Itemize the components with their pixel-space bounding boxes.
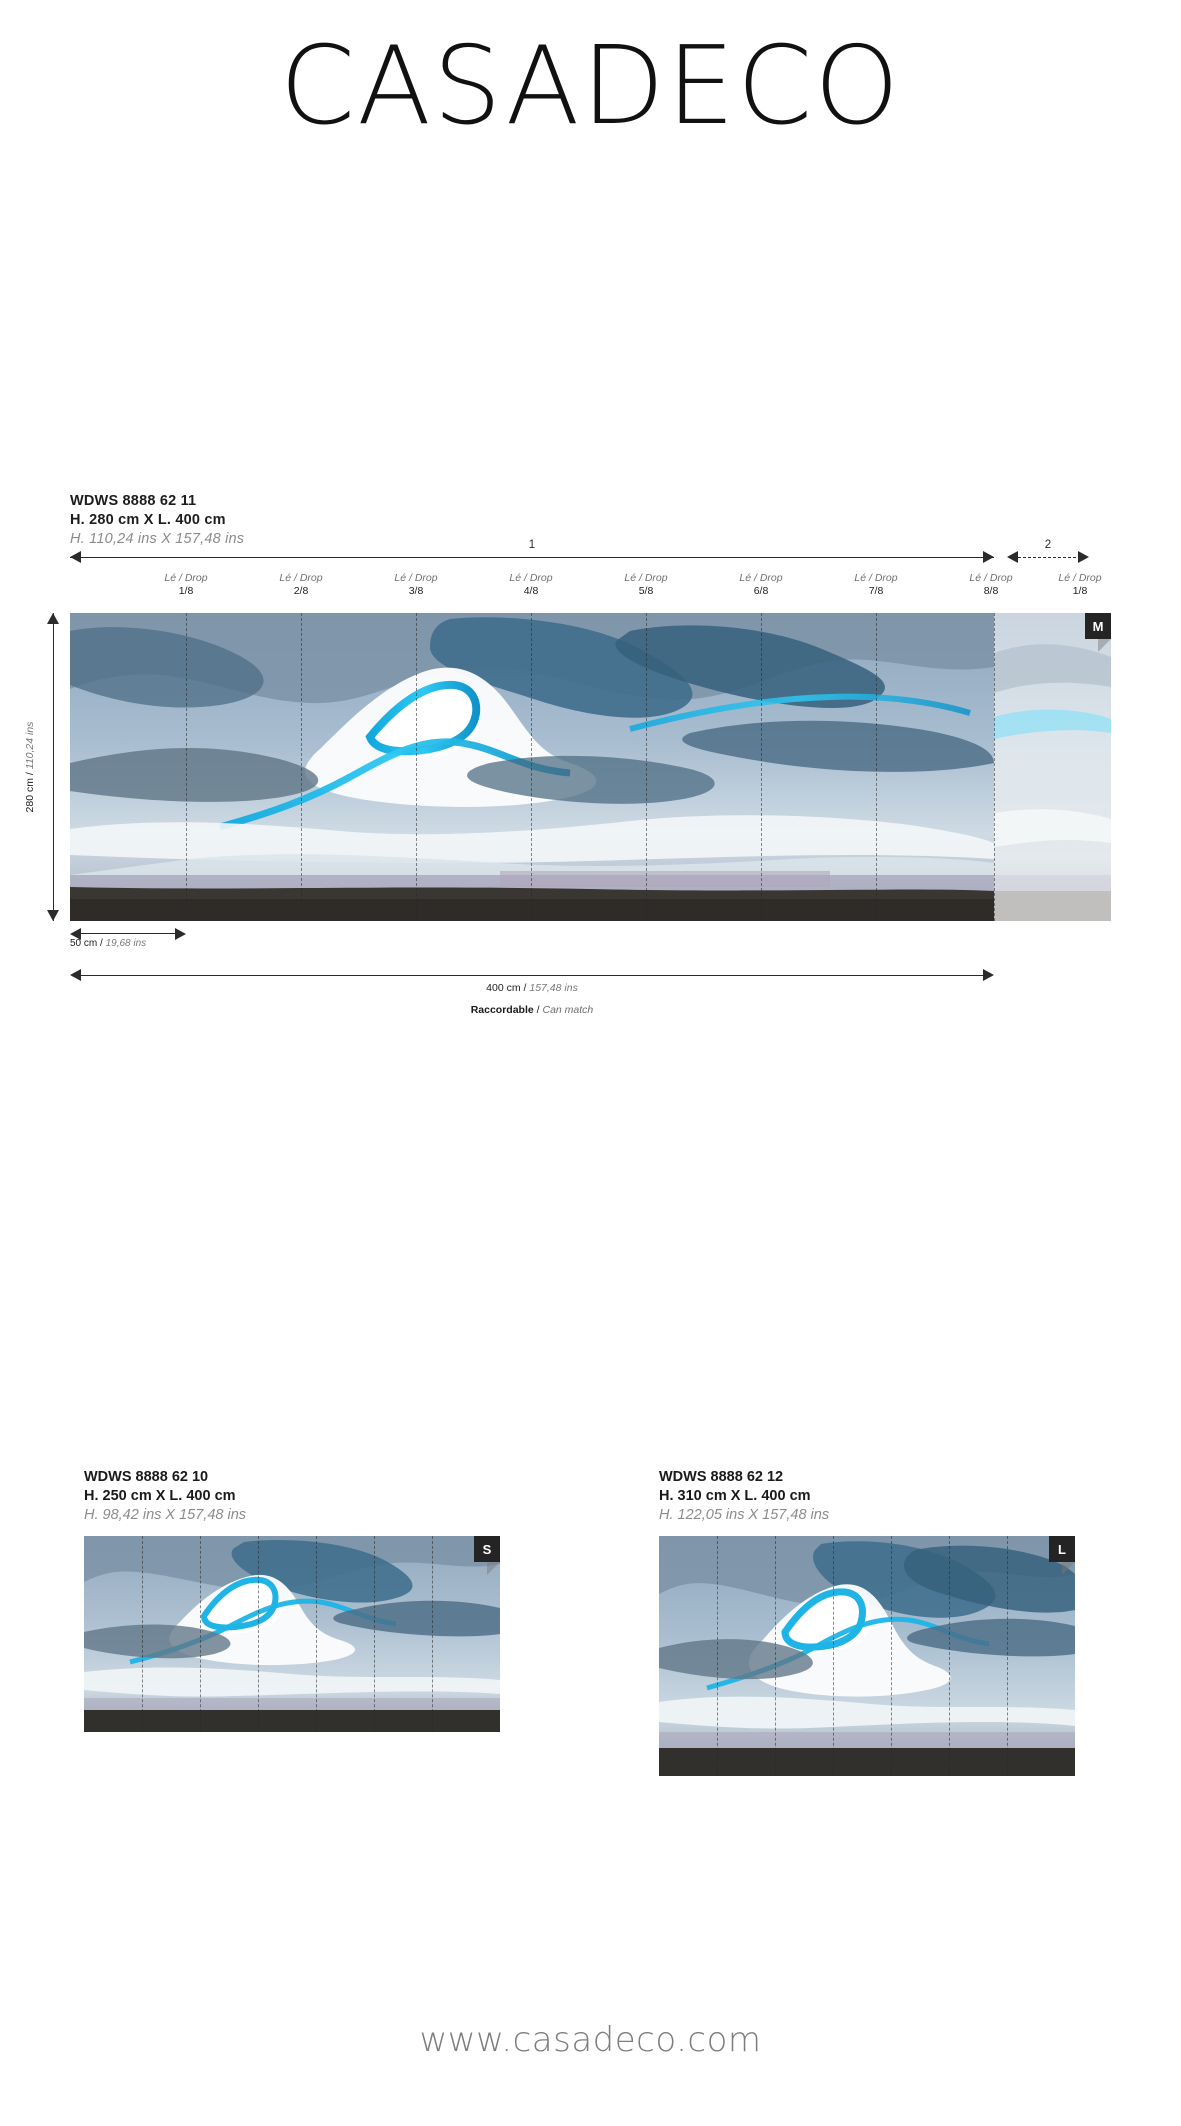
mural-sky-illustration xyxy=(70,613,994,921)
match-label-en: Can match xyxy=(542,1004,594,1016)
width-arrow-left-icon xyxy=(70,969,81,981)
drop-fraction-6: 6/8 xyxy=(753,585,769,597)
panel-number-1: 1 xyxy=(524,539,540,551)
strip-arrow-right-icon xyxy=(175,928,186,940)
height-measure-label xyxy=(22,718,38,817)
variant-large-divider-4 xyxy=(891,1536,892,1776)
width-measure-ins: 157,48 ins xyxy=(529,982,578,994)
variant-small-dimensions-cm: H. 250 cm X L. 400 cm xyxy=(84,1488,236,1504)
main-dimensions-cm: H. 280 cm X L. 400 cm xyxy=(70,512,226,528)
drop-label-5 xyxy=(586,572,706,598)
drop-label-2 xyxy=(241,572,361,598)
variant-small-divider-5 xyxy=(374,1536,375,1732)
width-measure-cm: 400 cm xyxy=(486,982,521,994)
size-badge-m: M xyxy=(1085,613,1111,639)
panel-divider-6 xyxy=(761,613,762,921)
drop-caption-1: Lé / Drop xyxy=(164,572,208,584)
variant-small-divider-6 xyxy=(432,1536,433,1732)
drop-label-4 xyxy=(471,572,591,598)
panel-divider-1 xyxy=(186,613,187,921)
height-arrow-up-icon xyxy=(47,613,59,624)
drop-caption-8: Lé / Drop xyxy=(969,572,1013,584)
variant-large-divider-5 xyxy=(949,1536,950,1776)
panel-divider-8 xyxy=(994,613,995,921)
variant-large-dimensions-cm: H. 310 cm X L. 400 cm xyxy=(659,1488,811,1504)
variant-small xyxy=(84,1468,504,1732)
main-reference-code: WDWS 8888 62 11 xyxy=(70,493,197,509)
variant-large-reference-code: WDWS 8888 62 12 xyxy=(659,1469,784,1485)
brand-title: CASADECO xyxy=(279,24,902,149)
height-measure-cm: 280 cm xyxy=(24,778,36,813)
drop-caption-2: Lé / Drop xyxy=(279,572,323,584)
variant-large-illustration xyxy=(659,1536,1075,1776)
panel-divider-4 xyxy=(531,613,532,921)
variant-small-divider-4 xyxy=(316,1536,317,1732)
panel-divider-5 xyxy=(646,613,647,921)
size-badge-fold-icon xyxy=(1098,639,1111,652)
strip-measure-label xyxy=(70,938,146,949)
drop-fraction-5: 5/8 xyxy=(638,585,654,597)
width-arrow-right-icon xyxy=(983,969,994,981)
variant-small-dimensions-ins: H. 98,42 ins X 157,48 ins xyxy=(84,1507,247,1523)
width-measure-separator: / xyxy=(523,982,527,994)
mural-image xyxy=(70,613,994,921)
variant-large-reference-block xyxy=(659,1468,1099,1525)
variant-large-mural-image xyxy=(659,1536,1075,1776)
drop-fraction-3: 3/8 xyxy=(408,585,424,597)
main-reference-label xyxy=(70,492,244,549)
drop-caption-6: Lé / Drop xyxy=(739,572,783,584)
mural-extra-strip xyxy=(994,613,1111,921)
strip-measure-cm: 50 cm xyxy=(70,938,98,949)
main-mural-artwork xyxy=(70,613,1111,921)
size-badge-s-fold-icon xyxy=(487,1562,500,1575)
panel-2-measure-line xyxy=(1018,557,1076,558)
height-measure-separator: / xyxy=(24,772,36,776)
height-arrow-down-icon xyxy=(47,910,59,921)
drop-label-6 xyxy=(701,572,821,598)
drop-caption-3: Lé / Drop xyxy=(394,572,438,584)
drop-label-7 xyxy=(816,572,936,598)
drop-caption-5: Lé / Drop xyxy=(624,572,668,584)
drop-fraction-9: 1/8 xyxy=(1072,585,1088,597)
drop-label-1 xyxy=(126,572,246,598)
match-separator: / xyxy=(533,1004,543,1016)
panel-2-arrow-left-icon xyxy=(1007,551,1018,563)
variant-small-reference-block xyxy=(84,1468,504,1525)
size-badge-l-fold-icon xyxy=(1062,1562,1075,1575)
main-dimensions-ins: H. 110,24 ins X 157,48 ins xyxy=(70,531,245,547)
drop-fraction-8: 8/8 xyxy=(983,585,999,597)
height-measure-line xyxy=(53,613,54,921)
strip-measure xyxy=(70,928,186,950)
panel-1-arrow-left-icon xyxy=(70,551,81,563)
panel-1-arrow-right-icon xyxy=(983,551,994,563)
drop-fraction-1: 1/8 xyxy=(178,585,194,597)
panel-1-measure-line xyxy=(70,557,994,558)
drop-caption-7: Lé / Drop xyxy=(854,572,898,584)
variant-small-illustration xyxy=(84,1536,500,1732)
drop-fraction-2: 2/8 xyxy=(293,585,309,597)
drop-label-3 xyxy=(356,572,476,598)
drop-labels-row xyxy=(70,572,1111,602)
drop-fraction-4: 4/8 xyxy=(523,585,539,597)
drop-caption-9: Lé / Drop xyxy=(1058,572,1102,584)
mural-extra-strip-illustration xyxy=(994,613,1111,921)
variant-small-divider-3 xyxy=(258,1536,259,1732)
width-measure xyxy=(70,960,994,1000)
footer-website-url[interactable]: www.casadeco.com xyxy=(419,2020,762,2060)
strip-measure-line xyxy=(76,933,180,934)
drop-label-9 xyxy=(1020,572,1140,598)
variant-small-reference-code: WDWS 8888 62 10 xyxy=(84,1469,209,1485)
variant-small-divider-1 xyxy=(142,1536,143,1732)
width-measure-line xyxy=(81,975,983,976)
variant-large-divider-1 xyxy=(717,1536,718,1776)
height-measure xyxy=(24,613,66,921)
variant-large-divider-2 xyxy=(775,1536,776,1776)
strip-measure-separator: / xyxy=(100,938,103,949)
size-badge-l: L xyxy=(1049,1536,1075,1562)
panel-2-arrow-right-icon xyxy=(1078,551,1089,563)
strip-measure-ins: 19,68 ins xyxy=(105,938,147,949)
drop-fraction-7: 7/8 xyxy=(868,585,884,597)
variant-large-divider-6 xyxy=(1007,1536,1008,1776)
variant-large-divider-3 xyxy=(833,1536,834,1776)
match-info xyxy=(70,1004,994,1016)
variant-small-divider-2 xyxy=(200,1536,201,1732)
panel-number-2: 2 xyxy=(1040,539,1056,551)
panel-divider-3 xyxy=(416,613,417,921)
width-measure-label xyxy=(70,982,994,994)
match-label-fr: Raccordable xyxy=(470,1004,534,1016)
panel-divider-2 xyxy=(301,613,302,921)
panel-divider-7 xyxy=(876,613,877,921)
variant-large xyxy=(659,1468,1099,1776)
variant-large-dimensions-ins: H. 122,05 ins X 157,48 ins xyxy=(659,1507,830,1523)
variant-small-mural-image xyxy=(84,1536,500,1732)
height-measure-ins: 110,24 ins xyxy=(24,721,36,770)
drop-caption-4: Lé / Drop xyxy=(509,572,553,584)
size-badge-s: S xyxy=(474,1536,500,1562)
